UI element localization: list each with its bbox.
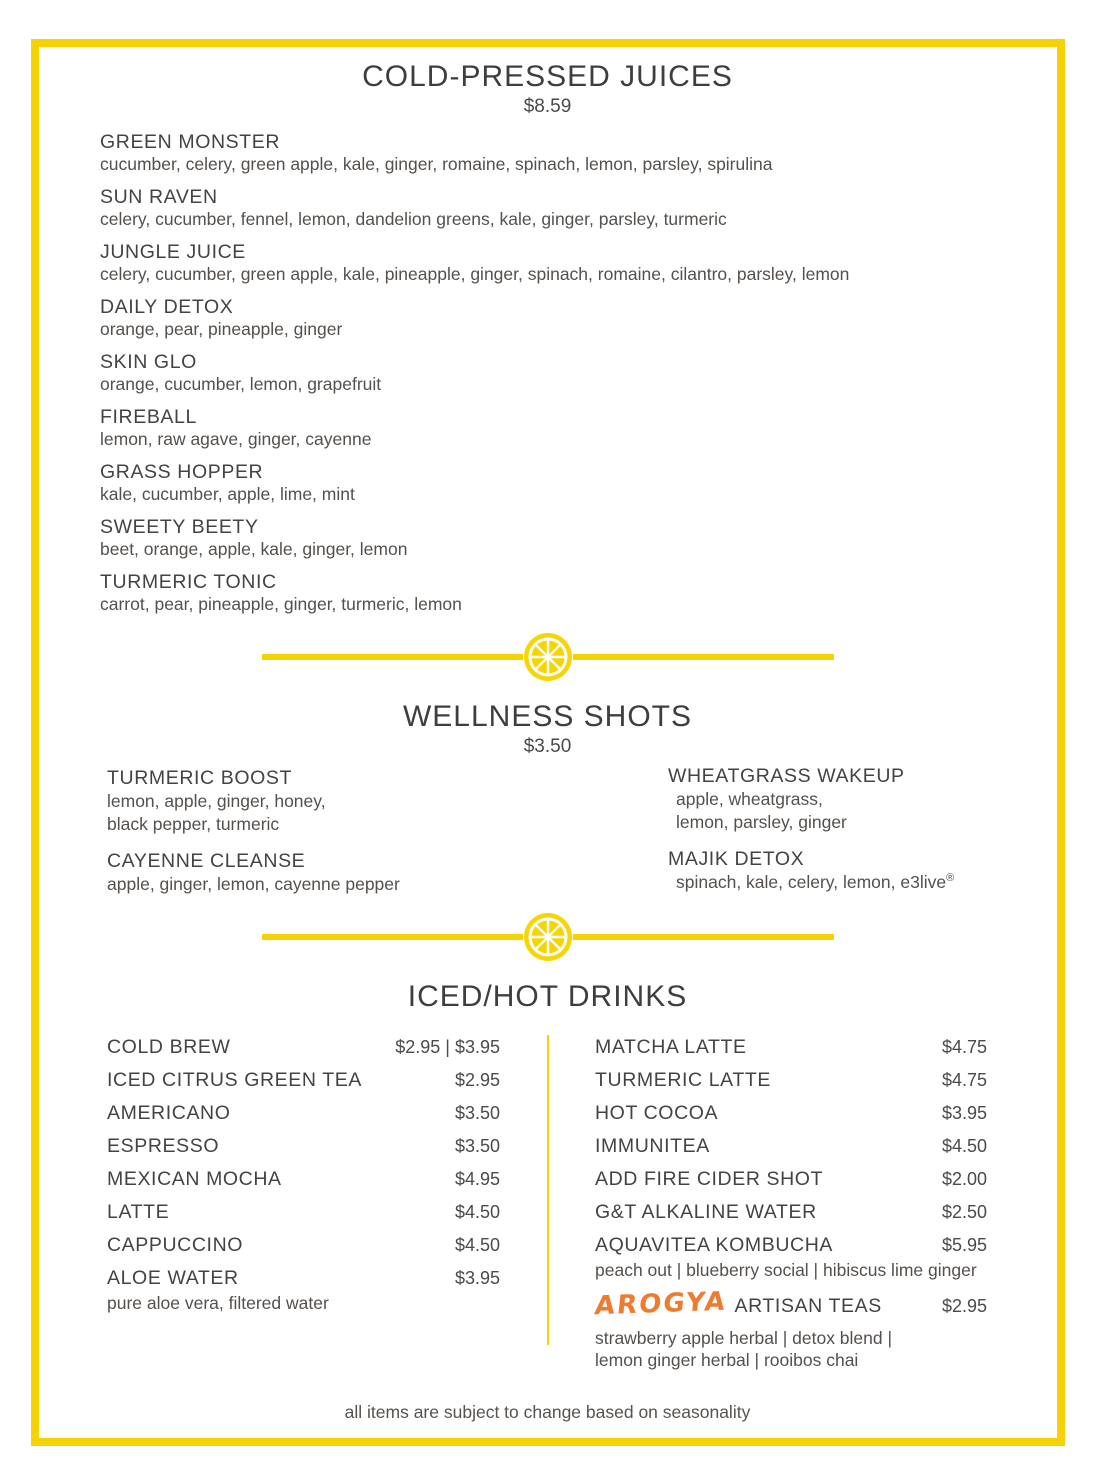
drink-row [595, 1135, 987, 1157]
drink-row [107, 1168, 500, 1190]
juice-name: JUNGLE JUICE [100, 241, 246, 263]
wellness-ingredients: apple, wheatgrass, [676, 789, 823, 809]
drink-name: MATCHA LATTE [595, 1036, 747, 1058]
wellness-name: CAYENNE CLEANSE [107, 850, 306, 872]
lemon-divider [262, 913, 834, 961]
juice-ingredients: celery, cucumber, fennel, lemon, dandelion greens, kale, ginger, parsley, turmeric [100, 209, 727, 229]
drink-name: COLD BREW [107, 1036, 231, 1058]
drink-note: peach out | blueberry social | hibiscus lime ginger [595, 1260, 977, 1280]
drink-name: CAPPUCCINO [107, 1234, 244, 1256]
lemon-divider [262, 633, 834, 681]
juice-ingredients: kale, cucumber, apple, lime, mint [100, 484, 355, 504]
wellness-name: MAJIK DETOX [668, 848, 805, 870]
arogya-brand-logo: AROGYA [593, 1286, 729, 1322]
drink-name: AMERICANO [107, 1102, 231, 1124]
juice-ingredients: celery, cucumber, green apple, kale, pineapple, ginger, spinach, romaine, cilantro, parsley, lemon [100, 264, 850, 284]
juice-item [100, 460, 980, 505]
juice-ingredients: orange, pear, pineapple, ginger [100, 319, 343, 339]
drink-name: G&T ALKALINE WATER [595, 1201, 817, 1223]
drink-name: ESPRESSO [107, 1135, 220, 1157]
drink-name: ICED CITRUS GREEN TEA [107, 1069, 362, 1091]
drink-price: $4.50 [454, 1235, 500, 1255]
registered-trademark: ® [946, 872, 955, 885]
drink-name: ALOE WATER [107, 1267, 239, 1289]
drink-price: $5.95 [941, 1235, 987, 1255]
drink-price: $3.95 [941, 1103, 987, 1123]
juice-name: SKIN GLO [100, 351, 197, 373]
section-title-drinks: ICED/HOT DRINKS [407, 980, 688, 1013]
drink-price: $3.50 [454, 1136, 500, 1156]
section-price-wellness: $3.50 [523, 736, 572, 757]
wellness-ingredients: lemon, parsley, ginger [676, 812, 847, 832]
juice-name: GREEN MONSTER [100, 131, 281, 153]
drink-price: $4.75 [941, 1037, 987, 1057]
wellness-column-left [107, 766, 587, 909]
wellness-ingredients: spinach, kale, celery, lemon, e3live® [676, 872, 955, 892]
drink-row [107, 1267, 500, 1289]
drink-note: lemon ginger herbal | rooibos chai [595, 1350, 859, 1370]
drink-price: $2.95 | $3.95 [395, 1037, 500, 1057]
wellness-column-right [668, 764, 1095, 907]
juice-name: SUN RAVEN [100, 186, 218, 208]
drink-row [595, 1036, 987, 1058]
drink-price: $4.50 [941, 1136, 987, 1156]
drink-price: $2.50 [941, 1202, 987, 1222]
juice-item [100, 185, 980, 230]
drink-name: LATTE [107, 1201, 170, 1223]
drink-price: $3.50 [454, 1103, 500, 1123]
wellness-ingredients: black pepper, turmeric [107, 814, 280, 834]
juice-item [100, 515, 980, 560]
wellness-item [107, 849, 587, 896]
juice-item [100, 295, 980, 340]
juice-name: TURMERIC TONIC [100, 571, 277, 593]
drink-note: pure aloe vera, filtered water [107, 1293, 329, 1313]
juice-ingredients: carrot, pear, pineapple, ginger, turmeric, lemon [100, 594, 462, 614]
juice-ingredients: orange, cucumber, lemon, grapefruit [100, 374, 382, 394]
drink-price: $2.95 [941, 1296, 987, 1316]
wellness-item [668, 764, 1095, 834]
drink-note: strawberry apple herbal | detox blend | [595, 1328, 893, 1348]
juice-ingredients: cucumber, celery, green apple, kale, ginger, romaine, spinach, lemon, parsley, spirulina [100, 154, 773, 174]
wellness-item [668, 847, 1095, 894]
drink-name: IMMUNITEA [595, 1135, 710, 1157]
juices-list [100, 130, 980, 625]
juice-ingredients: lemon, raw agave, ginger, cayenne [100, 429, 372, 449]
drink-row [595, 1201, 987, 1223]
wellness-ingredients: apple, ginger, lemon, cayenne pepper [107, 874, 400, 894]
drink-row [107, 1102, 500, 1124]
drink-price: $4.50 [454, 1202, 500, 1222]
drink-row [595, 1168, 987, 1190]
drink-row [107, 1234, 500, 1256]
juice-name: SWEETY BEETY [100, 516, 259, 538]
drink-price: $2.95 [454, 1070, 500, 1090]
wellness-name: TURMERIC BOOST [107, 767, 292, 789]
juice-item [100, 130, 980, 175]
drinks-column-left [107, 1036, 500, 1322]
section-title-juices: COLD-PRESSED JUICES [362, 60, 733, 93]
drink-name: HOT COCOA [595, 1102, 719, 1124]
juice-ingredients: beet, orange, apple, kale, ginger, lemon [100, 539, 408, 559]
drink-name: ARTISAN TEAS [734, 1295, 882, 1317]
section-price-juices: $8.59 [523, 96, 572, 117]
juice-name: GRASS HOPPER [100, 461, 264, 483]
drinks-column-divider [547, 1035, 549, 1345]
drink-row [107, 1069, 500, 1091]
juice-item [100, 240, 980, 285]
juice-item [100, 350, 980, 395]
section-title-wellness: WELLNESS SHOTS [402, 700, 693, 733]
lemon-icon [523, 632, 573, 682]
juice-name: DAILY DETOX [100, 296, 234, 318]
drink-row [107, 1135, 500, 1157]
artisan-teas-row [593, 1286, 987, 1323]
drink-row [107, 1036, 500, 1058]
drink-name: ADD FIRE CIDER SHOT [595, 1168, 824, 1190]
drink-price: $2.00 [941, 1169, 987, 1189]
lemon-icon [523, 912, 573, 962]
drink-name: TURMERIC LATTE [595, 1069, 771, 1091]
drink-price: $4.75 [941, 1070, 987, 1090]
wellness-name: WHEATGRASS WAKEUP [668, 765, 905, 787]
wellness-item [107, 766, 587, 836]
juice-item [100, 570, 980, 615]
drink-row [595, 1069, 987, 1091]
footer-note: all items are subject to change based on seasonality [344, 1402, 751, 1422]
juice-name: FIREBALL [100, 406, 197, 428]
drink-row [595, 1234, 987, 1256]
drink-name: AQUAVITEA KOMBUCHA [595, 1234, 833, 1256]
drink-row [107, 1201, 500, 1223]
drink-name: MEXICAN MOCHA [107, 1168, 282, 1190]
drinks-column-right [595, 1036, 987, 1379]
wellness-ingredients: lemon, apple, ginger, honey, [107, 791, 326, 811]
juice-item [100, 405, 980, 450]
drink-price: $3.95 [454, 1268, 500, 1288]
drink-price: $4.95 [454, 1169, 500, 1189]
drink-row [595, 1102, 987, 1124]
